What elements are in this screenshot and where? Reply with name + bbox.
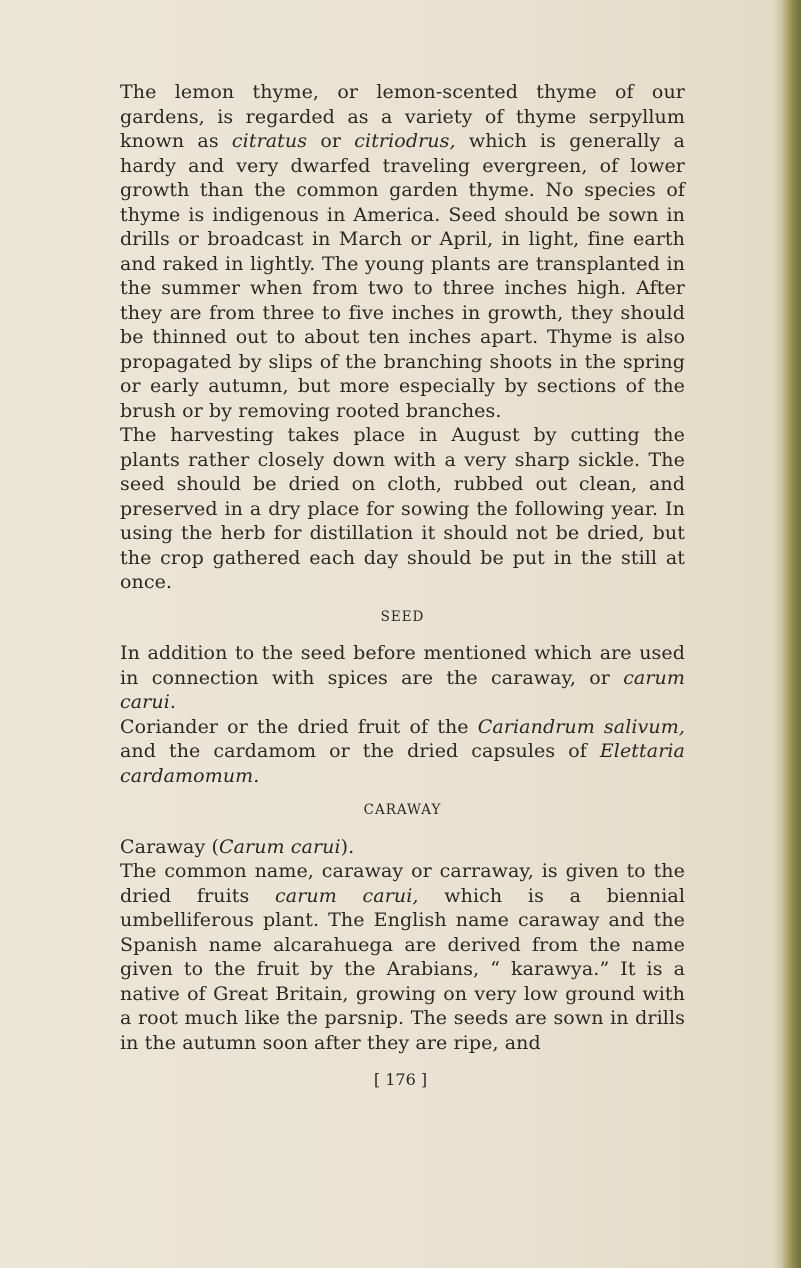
text-run: Caraway (: [120, 835, 219, 858]
text-run: and the cardamom or the dried capsules of: [120, 740, 600, 762]
italic-term: Carum carui: [218, 835, 341, 858]
paragraph-coriander: [120, 715, 685, 789]
italic-term: Elettaria cardamomum.: [120, 740, 685, 787]
text-run: which is generally a hardy and very dwarfed traveling evergreen, of lower growth than the common garden thyme. No species of thyme is indigenous in America. Seed should be sown in drills or broadcast in March or April, in light, fine earth and raked in lightly. The young plants are transplanted in the summer when from two to three inches high. After they are from three to five inches in growth, they should be thinned out to about ten inches apart. Thyme is also propagated by slips of the branching shoots in the spring or early autumn, but more especially by sections of the brush or by removing rooted branches.: [120, 130, 685, 422]
text-run: which is a biennial umbelliferous plant. The English name caraway and the Spanish name alcarahuega are derived from the name given to the fruit by the Arabians, “ karawya.” It is a native of Great Britain, growing on very low ground with a root much like the parsnip. The seeds are sown in drills in the autumn soon after they are ripe, and: [120, 884, 686, 1054]
italic-term: citratus: [231, 130, 308, 152]
italic-term: carum carui.: [120, 666, 685, 713]
italic-term: carum carui,: [275, 884, 419, 907]
text-run: In addition to the seed before mentioned which are used in connection with spices are the caraway, or: [120, 642, 685, 689]
italic-term: citriodrus,: [354, 130, 456, 152]
paragraph-harvesting: The harvesting takes place in August by cutting the plants rather closely down with a very sharp sickle. The seed should be dried on cloth, rubbed out clean, and preserved in a dry place for sowing the following year. In using the herb for distillation it should not be dried, but the crop gathered each day should be put in the still at once.: [120, 424, 685, 593]
paragraph-caraway-title: [120, 835, 685, 860]
paragraph-seed-intro: [120, 641, 685, 715]
text-run: ).: [340, 835, 355, 858]
paragraph-lemon-thyme: [120, 80, 685, 423]
text-run: or: [307, 130, 355, 152]
body-text: [120, 80, 685, 1055]
paragraph-caraway-body: [120, 859, 685, 1055]
text-run: The lemon thyme, or lemon-scented thyme of our gardens, is regarded as a variety of thyme serpyllum known as: [120, 81, 685, 152]
italic-term: Cariandrum salivum,: [477, 715, 685, 738]
page-number: [ 176 ]: [373, 1070, 428, 1089]
text-run: The common name, caraway or carraway, is given to the dried fruits: [120, 860, 685, 907]
heading-caraway: CARAWAY: [363, 802, 442, 818]
text-run: Coriander or the dried fruit of the: [120, 715, 478, 738]
heading-seed: SEED: [380, 608, 425, 625]
